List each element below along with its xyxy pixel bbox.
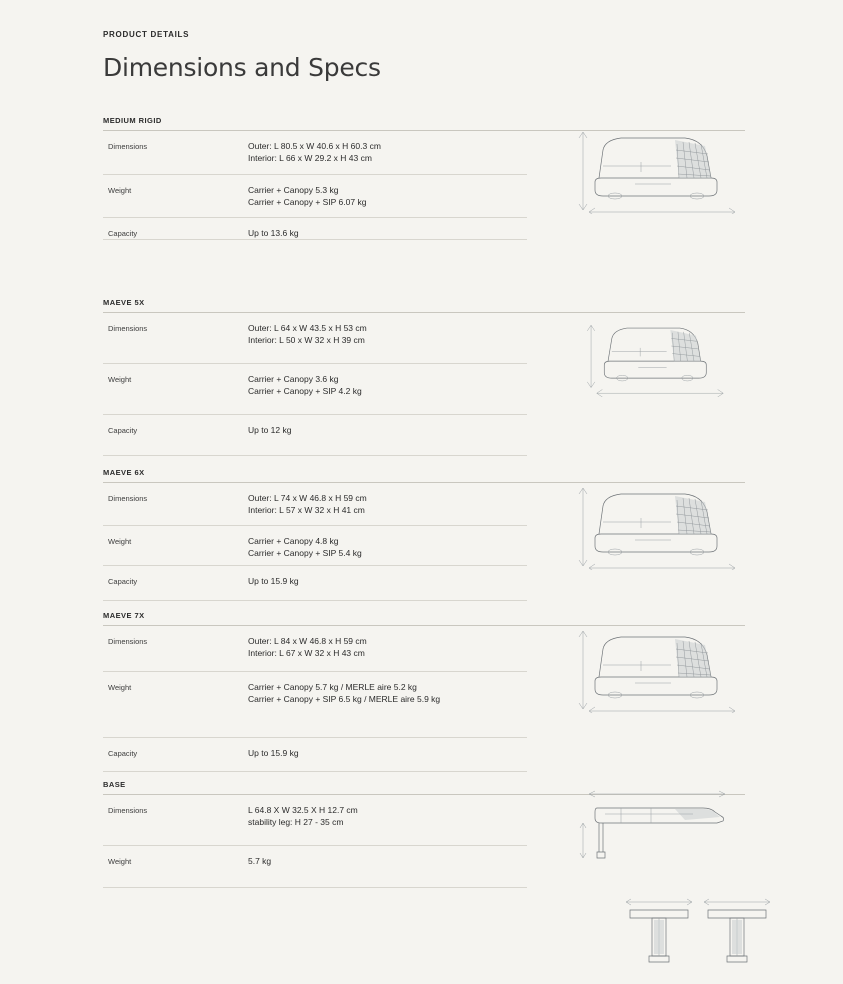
spec-line: L 64.8 X W 32.5 X H 12.7 cm	[248, 805, 358, 815]
spec-row	[103, 175, 527, 219]
spec-row	[103, 364, 527, 415]
figure-medium-rigid	[575, 124, 745, 214]
spec-rows	[103, 131, 527, 240]
spec-row-label: Dimensions	[108, 806, 148, 815]
section-maeve-7x	[103, 611, 745, 766]
spec-row-label: Capacity	[108, 426, 138, 435]
spec-row-value	[248, 131, 527, 174]
spec-row	[103, 131, 527, 175]
spec-row-label: Dimensions	[108, 494, 148, 503]
section-medium-rigid	[103, 116, 745, 276]
figure-maeve-6x	[575, 480, 745, 570]
spec-line: Interior: L 57 x W 32 x H 41 cm	[248, 505, 365, 516]
spec-line: Up to 15.9 kg	[248, 748, 299, 758]
spec-row	[103, 672, 527, 738]
spec-row-value	[248, 672, 527, 715]
carrier-side-view-diagram	[579, 132, 735, 214]
spec-row-label: Weight	[108, 537, 132, 546]
spec-line: Carrier + Canopy 5.3 kg	[248, 184, 339, 195]
spec-line: Up to 13.6 kg	[248, 228, 299, 239]
spec-line: Carrier + Canopy + SIP 4.2 kg	[248, 386, 362, 397]
spec-line: Outer: L 84 x W 46.8 x H 59 cm	[248, 636, 367, 646]
spec-row-value	[248, 218, 527, 240]
page-content	[103, 30, 745, 970]
spec-row-value	[248, 175, 527, 218]
spec-row-label: Capacity	[108, 577, 138, 586]
spec-row	[103, 483, 527, 526]
spec-line: Up to 15.9 kg	[248, 576, 299, 586]
base-front-view-diagram	[626, 899, 770, 962]
spec-row-value	[248, 364, 527, 407]
spec-line: Outer: L 80.5 x W 40.6 x H 60.3 cm	[248, 141, 381, 151]
spec-row-label: Weight	[108, 683, 132, 692]
spec-row-label: Capacity	[108, 749, 138, 758]
spec-row-label: Capacity	[108, 229, 138, 239]
spec-line: Interior: L 66 x W 29.2 x H 43 cm	[248, 153, 372, 164]
spec-row-label: Dimensions	[108, 142, 148, 151]
spec-rows	[103, 483, 527, 601]
spec-row	[103, 846, 527, 888]
section-title: BASE	[103, 780, 745, 795]
page-eyebrow: PRODUCT DETAILS	[103, 30, 190, 39]
spec-row-value	[248, 313, 527, 356]
spec-row	[103, 738, 527, 772]
spec-rows	[103, 626, 527, 772]
section-maeve-5x	[103, 298, 745, 446]
spec-line: Interior: L 67 x W 32 x H 43 cm	[248, 648, 365, 659]
spec-line: Carrier + Canopy 4.8 kg	[248, 536, 339, 546]
figure-base-bottom	[620, 896, 790, 968]
spec-row-value	[248, 626, 527, 669]
spec-line: Carrier + Canopy 3.6 kg	[248, 374, 339, 384]
carrier-side-view-diagram	[579, 631, 735, 713]
section-title: MAEVE 6X	[103, 468, 745, 483]
spec-row	[103, 566, 527, 601]
spec-line: Up to 12 kg	[248, 425, 292, 435]
spec-row	[103, 795, 527, 846]
spec-line: Carrier + Canopy + SIP 6.07 kg	[248, 196, 367, 207]
spec-row	[103, 415, 527, 456]
section-title: MAEVE 7X	[103, 611, 745, 626]
section-title: MAEVE 5X	[103, 298, 745, 313]
spec-row-value	[248, 795, 527, 838]
spec-line: Outer: L 64 x W 43.5 x H 53 cm	[248, 323, 367, 333]
page-title: Dimensions and Specs	[103, 53, 381, 82]
spec-row-value	[248, 846, 527, 876]
spec-row-value	[248, 483, 527, 526]
spec-row	[103, 526, 527, 566]
spec-rows	[103, 795, 527, 888]
spec-row-value	[248, 526, 527, 569]
spec-row-value	[248, 738, 527, 768]
spec-line: 5.7 kg	[248, 856, 272, 866]
spec-row-value	[248, 415, 527, 445]
spec-row-label: Weight	[108, 185, 132, 195]
spec-line: Carrier + Canopy + SIP 5.4 kg	[248, 548, 362, 559]
spec-line: stability leg: H 27 - 35 cm	[248, 817, 344, 828]
figure-maeve-5x	[575, 312, 745, 397]
spec-rows	[103, 313, 527, 456]
base-side-view-diagram	[580, 791, 725, 858]
spec-row-label: Dimensions	[108, 324, 148, 333]
spec-row	[103, 626, 527, 672]
spec-line: Interior: L 50 x W 32 x H 39 cm	[248, 335, 365, 346]
carrier-side-view-diagram	[579, 488, 735, 570]
carrier-side-view-diagram	[587, 325, 723, 397]
spec-row-label: Weight	[108, 375, 132, 384]
spec-line: Carrier + Canopy + SIP 6.5 kg / MERLE aire 5.9 kg	[248, 694, 441, 705]
spec-row-value	[248, 566, 527, 596]
section-title: MEDIUM RIGID	[103, 116, 745, 131]
figure-base-top	[575, 790, 745, 862]
spec-row-label: Weight	[108, 857, 132, 866]
spec-row	[103, 218, 527, 240]
spec-row	[103, 313, 527, 364]
spec-line: Outer: L 74 x W 46.8 x H 59 cm	[248, 493, 367, 503]
spec-row-label: Dimensions	[108, 637, 148, 646]
figure-maeve-7x	[575, 623, 745, 713]
section-maeve-6x	[103, 468, 745, 597]
spec-line: Carrier + Canopy 5.7 kg / MERLE aire 5.2 kg	[248, 682, 417, 692]
